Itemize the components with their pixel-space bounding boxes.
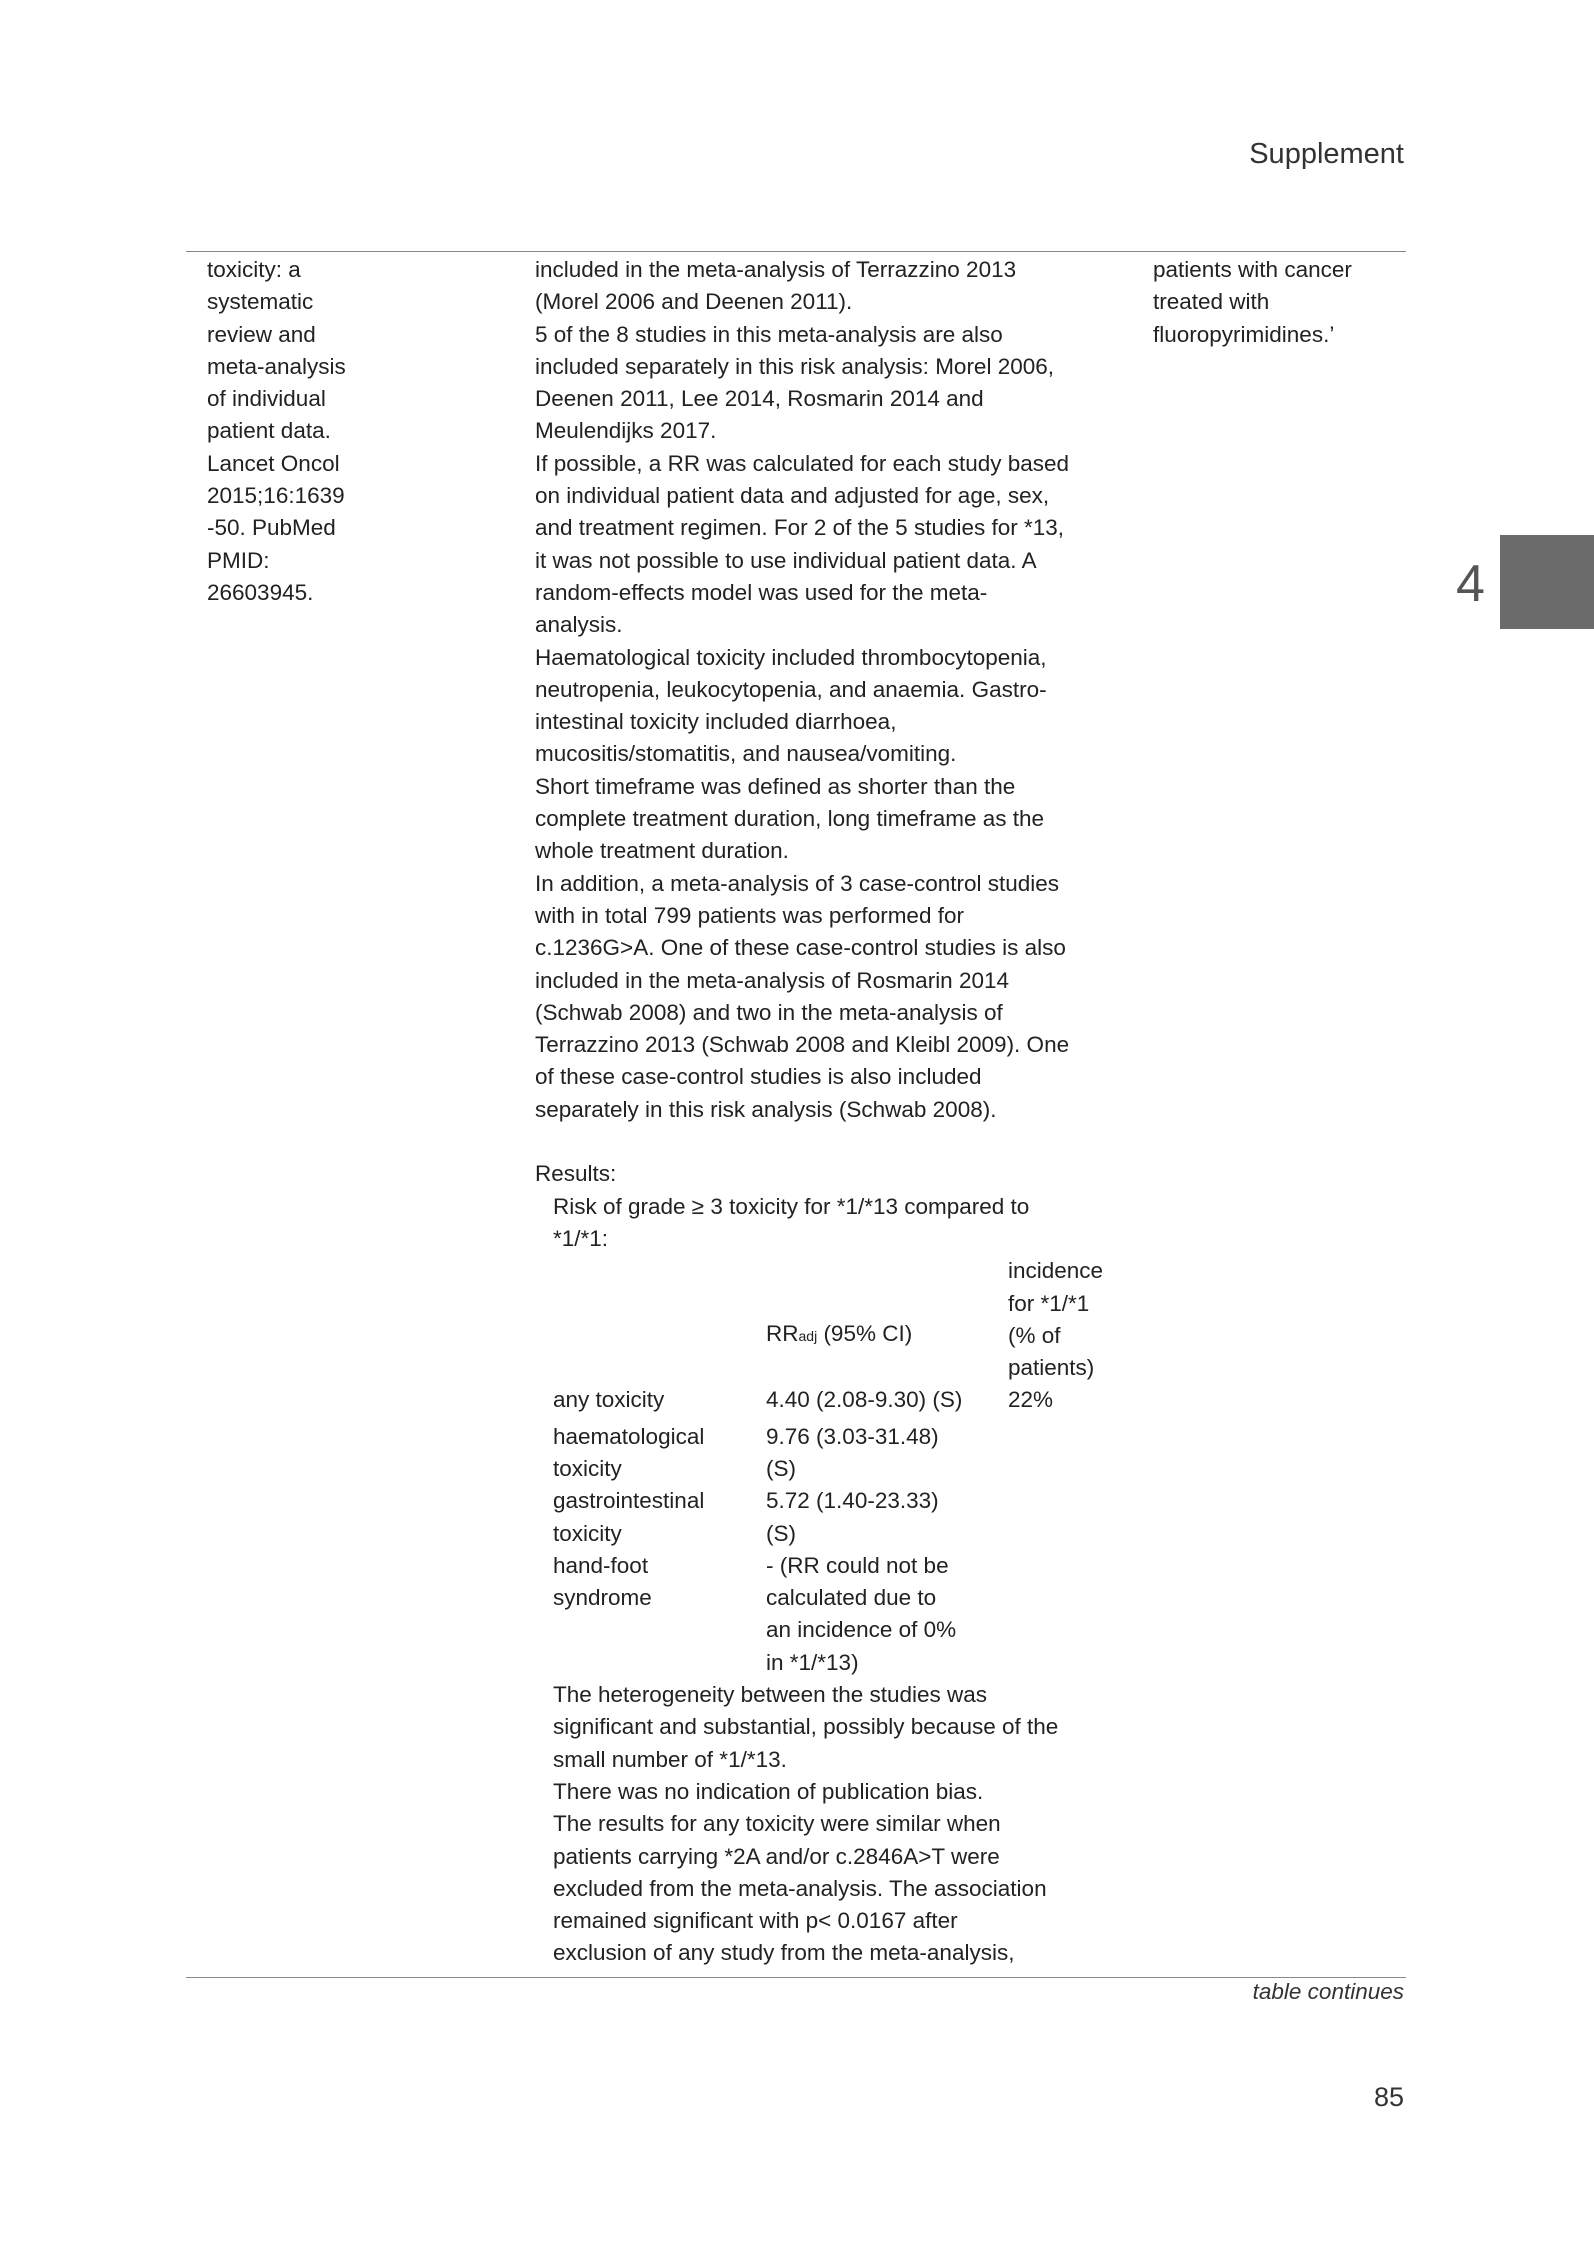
reference-line: of individual [207, 386, 326, 412]
body-line: Meulendijks 2017. [535, 418, 717, 444]
row-label-line: gastrointestinal [553, 1488, 705, 1514]
body-line: and treatment regimen. For 2 of the 5 studies for *13, [535, 515, 1065, 541]
row-rr-line: in *1/*13) [766, 1649, 859, 1675]
row-label-line: toxicity [553, 1455, 622, 1481]
reference-line: -50. PubMed [207, 515, 336, 541]
body-line: separately in this risk analysis (Schwab 2008). [535, 1096, 997, 1122]
results-table-header [553, 1255, 1118, 1384]
reference-column [207, 254, 377, 609]
header-rr-cell [766, 1255, 1008, 1384]
conclusion-line: patients with cancer [1153, 257, 1352, 282]
header-rr-subscript: adj [798, 1328, 818, 1345]
row-rr [766, 1550, 1008, 1679]
table-top-rule [186, 251, 1406, 252]
reference-line: 2015;16:1639 [207, 483, 345, 509]
reference-line: meta-analysis [207, 353, 346, 379]
body-line: included in the meta-analysis of Terrazzino 2013 [535, 257, 1017, 282]
row-rr [766, 1417, 1008, 1486]
body-line: exclusion of any study from the meta-analysis, [553, 1940, 1015, 1966]
body-line: intestinal toxicity included diarrhoea, [535, 709, 897, 735]
conclusion-line: treated with [1153, 289, 1270, 315]
header-empty-cell [553, 1255, 766, 1384]
body-line: remained significant with p< 0.0167 after [553, 1908, 958, 1934]
row-rr-line: (S) [766, 1520, 796, 1546]
row-incidence [1008, 1417, 1118, 1486]
body-line: Terrazzino 2013 (Schwab 2008 and Kleibl 2009). One [535, 1032, 1070, 1058]
body-line: on individual patient data and adjusted for age, sex, [535, 483, 1050, 509]
reference-line: Lancet Oncol [207, 450, 340, 476]
header-incidence-cell [1008, 1255, 1118, 1384]
header-incidence-line: incidence [1008, 1258, 1104, 1284]
table-row [553, 1550, 1118, 1679]
table-row [553, 1384, 1118, 1416]
table-bottom-rule [186, 1977, 1406, 1978]
row-rr [766, 1485, 1008, 1550]
row-rr-line: 4.40 (2.08-9.30) (S) [766, 1387, 963, 1413]
body-line: included separately in this risk analysis: Morel 2006, [535, 353, 1055, 379]
row-label [553, 1384, 766, 1416]
header-incidence-line: for *1/*1 [1008, 1290, 1090, 1316]
description-column [535, 254, 1135, 1970]
chapter-number: 4 [1456, 555, 1485, 613]
reference-line: patient data. [207, 418, 331, 444]
risk-heading-line: *1/*1: [553, 1225, 609, 1251]
row-label [553, 1485, 766, 1550]
body-line: analysis. [535, 612, 623, 638]
header-incidence-line: patients) [1008, 1355, 1095, 1381]
risk-heading-line: Risk of grade ≥ 3 toxicity for *1/*13 compared to [553, 1193, 1030, 1219]
body-line: Short timeframe was defined as shorter than the [535, 773, 1016, 799]
body-line: of these case-control studies is also included [535, 1064, 982, 1090]
body-line: whole treatment duration. [535, 838, 789, 864]
reference-line: toxicity: a [207, 257, 301, 282]
body-line: Deenen 2011, Lee 2014, Rosmarin 2014 and [535, 386, 984, 412]
conclusion-column [1153, 254, 1403, 351]
results-label: Results: [535, 1161, 617, 1187]
row-rr-line: 5.72 (1.40-23.33) [766, 1488, 939, 1514]
body-line: patients carrying *2A and/or c.2846A>T were [553, 1843, 1000, 1869]
row-incidence [1008, 1550, 1118, 1679]
table-row [553, 1485, 1118, 1550]
body-line: it was not possible to use individual patient data. A [535, 547, 1037, 573]
reference-line: systematic [207, 289, 314, 315]
body-line: random-effects model was used for the meta- [535, 579, 988, 605]
body-line: (Schwab 2008) and two in the meta-analysis of [535, 999, 1003, 1025]
row-incidence [1008, 1485, 1118, 1550]
row-rr [766, 1384, 1008, 1416]
body-line: c.1236G>A. One of these case-control studies is also [535, 935, 1066, 961]
header-rr: RR [766, 1321, 799, 1347]
chapter-tab [1500, 535, 1594, 629]
body-line: excluded from the meta-analysis. The association [553, 1875, 1047, 1901]
spacer [535, 1126, 1135, 1158]
body-line: (Morel 2006 and Deenen 2011). [535, 289, 853, 315]
row-rr-line: (S) [766, 1455, 796, 1481]
body-line: included in the meta-analysis of Rosmarin 2014 [535, 967, 1010, 993]
row-label [553, 1550, 766, 1679]
row-rr-line: calculated due to [766, 1585, 937, 1611]
reference-line: PMID: [207, 547, 270, 573]
reference-line: review and [207, 321, 316, 347]
body-line: 5 of the 8 studies in this meta-analysis are also [535, 321, 1003, 347]
body-line: mucositis/stomatitis, and nausea/vomiting. [535, 741, 957, 767]
header-incidence-line: (% of [1008, 1322, 1061, 1348]
results-table [553, 1255, 1118, 1679]
row-rr-line: - (RR could not be [766, 1552, 949, 1578]
body-line: The heterogeneity between the studies was [553, 1682, 988, 1708]
body-line: The results for any toxicity were similar when [553, 1811, 1001, 1837]
reference-line: 26603945. [207, 579, 314, 605]
body-line: There was no indication of publication bias. [553, 1778, 984, 1804]
body-line: small number of *1/*13. [553, 1746, 787, 1772]
table-row [553, 1417, 1118, 1486]
row-rr-line: 9.76 (3.03-31.48) [766, 1423, 939, 1449]
body-line: neutropenia, leukocytopenia, and anaemia. Gastro- [535, 676, 1047, 702]
row-label-line: hand-foot [553, 1552, 649, 1578]
body-line: In addition, a meta-analysis of 3 case-control studies [535, 870, 1060, 896]
body-line: Haematological toxicity included thrombocytopenia, [535, 644, 1047, 670]
body-line: significant and substantial, possibly because of the [553, 1714, 1059, 1740]
conclusion-line: fluoropyrimidines.’ [1153, 321, 1335, 347]
row-label-line: haematological [553, 1423, 705, 1449]
running-header: Supplement [1249, 138, 1404, 170]
body-line: with in total 799 patients was performed for [535, 902, 964, 928]
row-label-line: any toxicity [553, 1387, 665, 1413]
header-rr-ci: (95% CI) [817, 1321, 913, 1347]
row-rr-line: an incidence of 0% [766, 1617, 957, 1643]
row-label [553, 1417, 766, 1486]
row-incidence [1008, 1384, 1118, 1416]
body-line: complete treatment duration, long timeframe as the [535, 806, 1045, 832]
body-line: If possible, a RR was calculated for each study based [535, 450, 1070, 476]
row-label-line: syndrome [553, 1585, 652, 1611]
row-incidence-value: 22% [1008, 1387, 1054, 1413]
page-number: 85 [1373, 2082, 1404, 2112]
table-continues-note: table continues [1252, 1979, 1404, 2004]
row-label-line: toxicity [553, 1520, 622, 1546]
